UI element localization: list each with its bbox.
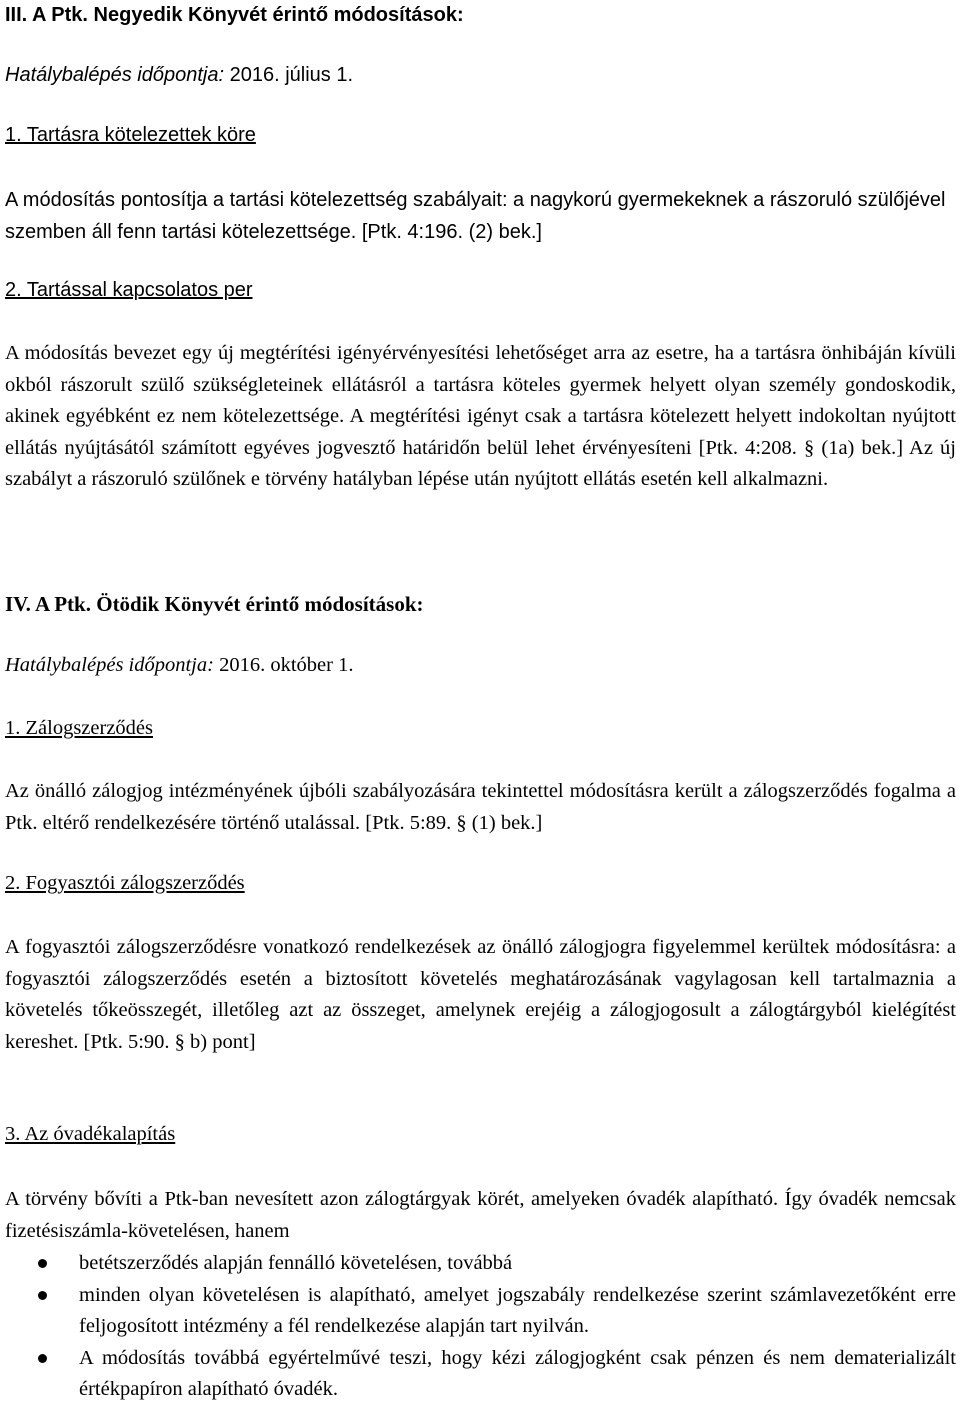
effective-date-iii [5, 64, 956, 87]
bullet-icon [38, 1354, 47, 1363]
bullet-icon [38, 1291, 47, 1300]
item-text-zalogszerzodes: Az önálló zálogjog intézményének újbóli szabályozására tekintettel módosításra került a zálogszerződés fogalma a Ptk. eltérő rendelkezésére történő utalással. [Ptk. 5:89. § (1) bek.] [5, 780, 956, 834]
item-title-tartassal-per: 2. Tartással kapcsolatos per [5, 279, 253, 301]
item-title-zalogszerzodes: 1. Zálogszerződés [5, 717, 153, 739]
bullet-icon [38, 1259, 47, 1268]
section-heading-iv: IV. A Ptk. Ötödik Könyvét érintő módosítások: [5, 592, 424, 616]
item-title-tartasra-kotelezettek: 1. Tartásra kötelezettek köre [5, 124, 256, 146]
item-text-ovadekalapitas: A törvény bővíti a Ptk-ban nevesített azon zálogtárgyak körét, amelyeken óvadék alapítható. Így óvadék nemcsak fizetésiszámla-követelésen, hanem [5, 1188, 956, 1242]
effective-date-label: Hatálybalépés időpontja: [5, 64, 225, 86]
list-item-text: A módosítás továbbá egyértelművé teszi, hogy kézi zálogjogként csak pénzen és nem dematerializált értékpapíron alapítható óvadék. [79, 1346, 956, 1400]
effective-date-value: 2016. október 1. [213, 654, 354, 676]
list-item-text: betétszerződés alapján fennálló követelésen, továbbá [79, 1252, 513, 1274]
item-text-tartasra-kotelezettek: A módosítás pontosítja a tartási kötelezettség szabályait: a nagykorú gyermekeknek a rászoruló szülőjével szemben áll fenn tartási kötelezettsége. [Ptk. 4:196. (2) bek.] [5, 189, 946, 243]
section-heading-iii: III. A Ptk. Negyedik Könyvét érintő módosítások: [5, 4, 464, 26]
effective-date-iv [5, 654, 956, 677]
effective-date-value: 2016. július 1. [224, 64, 354, 86]
item-title-ovadekalapitas: 3. Az óvadékalapítás [5, 1123, 176, 1145]
ovadek-bullet-list [0, 1248, 956, 1406]
item-text-fogyasztoi-zalogszerzodes: A fogyasztói zálogszerződésre vonatkozó rendelkezések az önálló zálogjogra figyelemmel kerültek módosításra: a fogyasztói zálogszerződés esetén a biztosított követelés meghatározásának vagylagosan kell tartalmaznia a követelés tőkeösszegét, illetőleg azt az összeget, amelynek erejéig a zálogjogosult a zálogtárgyból kielégítést kereshet. [Ptk. 5:90. § b) pont] [5, 936, 956, 1053]
effective-date-label: Hatálybalépés időpontja: [5, 654, 214, 676]
list-item [0, 1248, 956, 1280]
list-item [0, 1343, 956, 1406]
list-item-text: minden olyan követelésen is alapítható, amelyet jogszabály rendelkezése szerint számlavezetőként erre feljogosított intézmény a fél rendelkezése alapján tart nyilván. [79, 1283, 956, 1337]
list-item [0, 1280, 956, 1343]
item-text-tartassal-per: A módosítás bevezet egy új megtérítési igényérvényesítési lehetőséget arra az esetre, ha a tartásra önhibáján kívüli okból rászorult szülő szükségleteinek ellátásról a tartásra köteles gyermek helyett olyan személy gondoskodik, akinek egyébként ez nem kötelezettsége. A megtérítési igényt csak a tartásra kötelezett helyett indokoltan nyújtott ellátás nyújtásától számított egyéves jogvesztő határidőn belül lehet érvényesíteni [Ptk. 4:208. § (1a) bek.] Az új szabályt a rászoruló szülőnek e törvény hatályban lépése után nyújtott ellátás esetén kell alkalmazni. [5, 342, 956, 490]
item-title-fogyasztoi-zalogszerzodes: 2. Fogyasztói zálogszerződés [5, 872, 245, 894]
